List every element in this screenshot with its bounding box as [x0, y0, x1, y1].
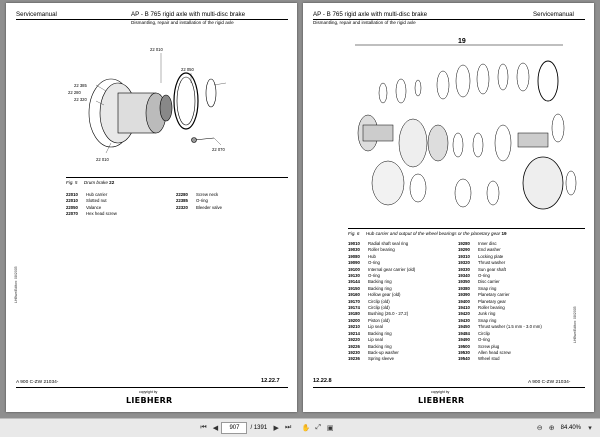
- prev-page-button[interactable]: ◀: [212, 425, 219, 432]
- part-description: Snap ring: [478, 317, 497, 323]
- part-number: 19450: [458, 324, 470, 330]
- caption-rule: [348, 228, 585, 229]
- part-number: 19400: [458, 298, 470, 304]
- part-description: Roller bearing: [478, 305, 505, 311]
- part-number: 19220: [348, 337, 360, 343]
- part-description: Screw neck: [196, 192, 219, 197]
- part-description: End washer: [478, 247, 501, 253]
- footer-doc-id: A 900 C-ZW 21034-: [16, 380, 59, 385]
- drum-brake-illustration: [66, 43, 246, 168]
- callout-22280: 22 280: [68, 90, 81, 95]
- part-description: O-ring: [478, 337, 490, 343]
- part-number: 19390: [458, 292, 470, 298]
- parts-list-right: [458, 241, 542, 363]
- part-description: Thrust washer: [478, 260, 506, 266]
- parts-row: [458, 356, 542, 362]
- part-description: Slotted nut: [86, 198, 107, 204]
- part-number: 19530: [458, 349, 470, 355]
- callout-22320: 22 320: [74, 97, 87, 102]
- part-number: 19484: [458, 330, 470, 336]
- part-description: Internal gear carrier (old): [368, 266, 416, 272]
- figure-caption: Fig. 6 Hub carrier and output of the wheel bearings or the planetary gear 19: [348, 231, 507, 236]
- part-number: 22280: [176, 192, 188, 197]
- part-number: 19490: [458, 337, 470, 343]
- left-page: [6, 3, 297, 412]
- figure-caption: Fig. 5 Drum brake 22: [66, 180, 115, 185]
- part-number: 22050: [66, 204, 78, 210]
- part-number: 19230: [348, 349, 360, 355]
- callout-22070: 22 070: [212, 147, 225, 152]
- footer-rule: [313, 387, 585, 388]
- part-number: 19160: [348, 292, 360, 298]
- parts-list-left: [348, 241, 415, 363]
- part-description: Planetary carrier: [478, 292, 510, 298]
- zoom-level[interactable]: 84.40%: [560, 425, 582, 431]
- zoom-out-button[interactable]: ⊖: [536, 425, 543, 432]
- part-description: Valance: [86, 204, 102, 210]
- part-number: 19500: [458, 343, 470, 349]
- header-left: Servicemanual: [16, 11, 57, 18]
- part-description: Backing ring: [368, 279, 392, 285]
- part-number: 19340: [458, 273, 470, 279]
- part-description: Allen head screw: [478, 349, 511, 355]
- part-number: 19410: [458, 305, 470, 311]
- part-description: Thrust washer (1.5 mm - 3.0 mm): [478, 324, 542, 330]
- part-number: 19100: [348, 266, 360, 272]
- part-number: 19170: [348, 298, 360, 304]
- liebherr-logo: LIEBHERR: [418, 396, 465, 405]
- callout-22050: 22 050: [181, 67, 194, 72]
- part-description: Hub: [368, 253, 376, 259]
- part-description: Backing ring: [368, 343, 392, 349]
- part-description: Piston (old): [368, 317, 390, 323]
- part-number: 19380: [458, 285, 470, 291]
- part-description: O-ring: [196, 198, 208, 204]
- part-number: 19130: [348, 273, 360, 279]
- callout-22010-top: 22 010: [150, 47, 163, 52]
- parts-list-left: [66, 192, 117, 218]
- part-number: 19180: [348, 311, 360, 317]
- part-number: 19310: [458, 253, 470, 259]
- part-number: 19430: [458, 317, 470, 323]
- part-number: 22070: [66, 211, 78, 217]
- total-pages-label: / 1391: [250, 425, 268, 431]
- part-description: O-ring: [368, 273, 380, 279]
- part-description: Disc carrier: [478, 279, 500, 285]
- liebherr-logo: LIEBHERR: [126, 396, 173, 405]
- part-description: Hub carrier: [86, 192, 108, 197]
- part-description: O-ring: [368, 260, 380, 266]
- footer-rule: [16, 387, 288, 388]
- part-description: Lip seal: [368, 337, 383, 343]
- header-right: Servicemanual: [533, 11, 574, 18]
- page-number: 12.22.7: [261, 378, 280, 384]
- part-description: Sun gear shaft: [478, 266, 506, 272]
- edition-side-text: LHBweiEditon: 08/2005: [573, 306, 577, 343]
- part-description: Junk ring: [478, 311, 496, 317]
- part-number: 19210: [348, 324, 360, 330]
- select-tool-icon[interactable]: ⤢: [315, 424, 321, 431]
- part-description: Screw plug: [478, 343, 500, 349]
- parts-row: [176, 205, 222, 211]
- part-number: 19090: [348, 260, 360, 266]
- part-description: Locking plate: [478, 253, 504, 259]
- part-description: Spring sleeve: [368, 356, 395, 362]
- part-description: Planetary gear: [478, 298, 506, 304]
- figure-group-label: 19: [458, 38, 466, 45]
- part-description: Back-up washer: [368, 349, 399, 355]
- subheader: Dismantling, repair and installation of the rigid axle: [313, 20, 416, 25]
- part-description: Backing ring: [368, 330, 392, 336]
- part-number: 19280: [458, 241, 470, 246]
- parts-row: [348, 356, 415, 362]
- part-number: 19350: [458, 279, 470, 285]
- part-number: 19080: [348, 253, 360, 259]
- part-number: 19226: [348, 343, 360, 349]
- part-description: Circlip (old): [368, 298, 390, 304]
- zoom-in-button[interactable]: ⊕: [548, 425, 555, 432]
- part-description: Hex head screw: [86, 211, 117, 217]
- part-number: 22320: [176, 204, 188, 210]
- part-number: 19540: [458, 356, 470, 362]
- page-number: 12.22.8: [313, 378, 332, 384]
- zoom-dropdown-icon[interactable]: ▾: [588, 425, 592, 432]
- fit-page-icon[interactable]: ▣: [326, 425, 334, 432]
- part-number: 19236: [348, 356, 360, 362]
- part-description: Lip seal: [368, 324, 383, 330]
- callout-22010-bottom: 22 010: [96, 157, 109, 162]
- parts-row: [66, 211, 117, 217]
- part-number: 22010: [66, 192, 78, 197]
- last-page-button[interactable]: ⏭: [285, 424, 292, 431]
- part-description: Bushing (26.0 - 27.2): [368, 311, 409, 317]
- hand-tool-icon[interactable]: ✋: [301, 425, 311, 432]
- part-number: 19174: [348, 305, 360, 311]
- part-description: Radial shaft seal ring: [368, 241, 409, 246]
- part-description: Bleeder valve: [196, 204, 223, 210]
- header-title: AP - B 765 rigid axle with multi-disc brake: [313, 11, 428, 18]
- part-description: O-ring: [478, 273, 490, 279]
- part-number: 19150: [348, 285, 360, 291]
- part-description: Wheel stud: [478, 356, 500, 362]
- callout-22385: 22 385: [74, 83, 87, 88]
- part-description: Circlip (old): [368, 305, 390, 311]
- part-number: 19290: [458, 247, 470, 253]
- part-number: 19330: [458, 266, 470, 272]
- viewer-toolbar: [0, 418, 600, 437]
- part-description: Roller bearing: [368, 247, 395, 253]
- part-number: 19420: [458, 311, 470, 317]
- next-page-button[interactable]: ▶: [273, 425, 279, 432]
- part-description: Inner disc: [478, 241, 497, 246]
- part-number: 19214: [348, 330, 360, 336]
- header-title: AP - B 765 rigid axle with multi-disc brake: [131, 11, 246, 18]
- part-description: Snap ring: [478, 285, 497, 291]
- copyright-text: copyright by: [139, 390, 158, 394]
- part-number: 22385: [176, 198, 188, 204]
- part-number: 19320: [458, 260, 470, 266]
- hub-carrier-exploded-illustration: [343, 33, 583, 223]
- edition-side-text: LHBweiEditon: 08/2005: [14, 266, 18, 303]
- page-number-input[interactable]: 907: [221, 422, 247, 434]
- part-number: 22010: [66, 198, 78, 204]
- part-description: Circlip: [478, 330, 490, 336]
- caption-rule: [66, 177, 288, 178]
- part-number: 19030: [348, 247, 360, 253]
- part-number: 19010: [348, 241, 360, 246]
- part-description: Backing ring: [368, 285, 392, 291]
- footer-doc-id: A 900 C-ZW 21034-: [528, 380, 571, 385]
- parts-list-right: [176, 192, 222, 211]
- part-description: Hollow gear (old): [368, 292, 401, 298]
- part-number: 19200: [348, 317, 360, 323]
- subheader: Dismantling, repair and installation of the rigid axle: [131, 20, 234, 25]
- part-number: 19144: [348, 279, 360, 285]
- copyright-text: copyright by: [431, 390, 450, 394]
- first-page-button[interactable]: ⏮: [200, 424, 207, 431]
- right-page: [303, 3, 594, 412]
